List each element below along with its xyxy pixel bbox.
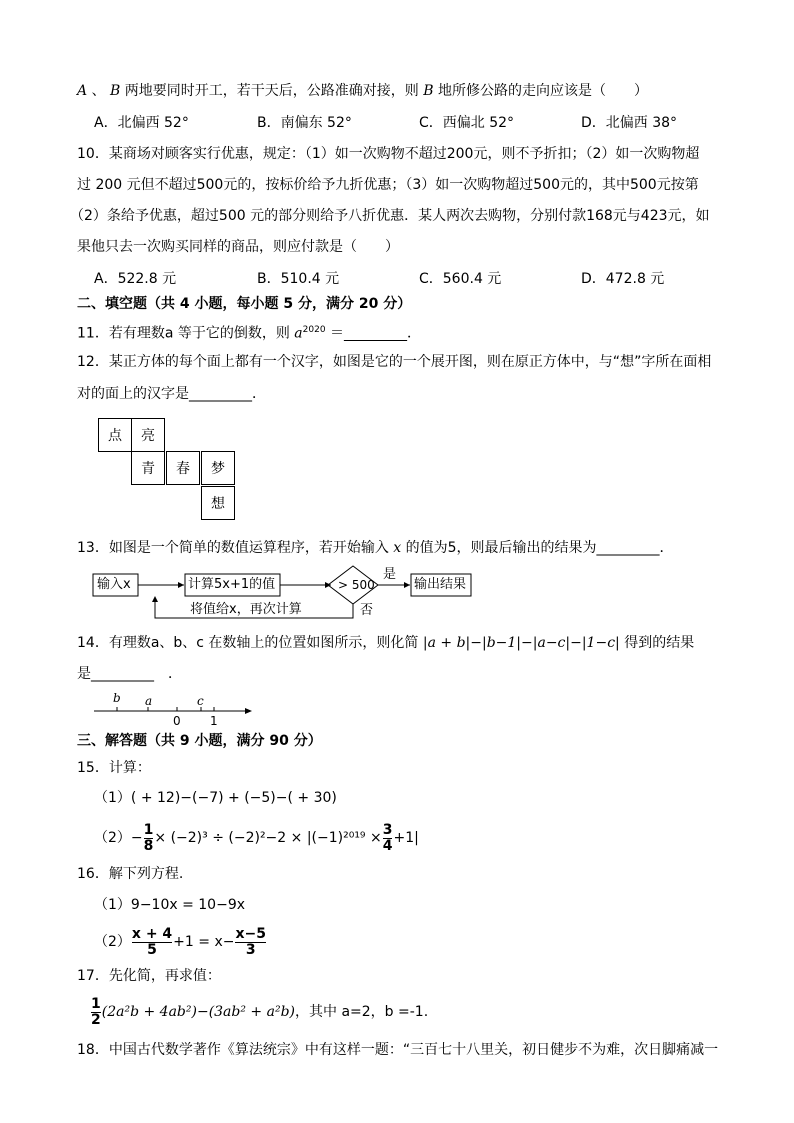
flow-condition-label: > 500 bbox=[338, 578, 375, 592]
q10-line-2: 过 200 元但不超过500元的，按标价给予九折优惠；（3）如一次购物超过500元的，其中500元按第 bbox=[77, 177, 699, 193]
denominator: 4 bbox=[382, 837, 393, 854]
denominator: 8 bbox=[143, 837, 154, 854]
q9-text-end: 地所修公路的走向应该是（ ） bbox=[437, 83, 648, 99]
q12-line-2: 对的面上的汉字是_________． bbox=[77, 386, 266, 402]
numerator: 1 bbox=[91, 995, 101, 1012]
net-cell: 梦 bbox=[201, 451, 235, 485]
denominator: 5 bbox=[147, 941, 157, 958]
separator: 、 bbox=[91, 83, 106, 99]
numerator: 1 bbox=[143, 821, 154, 838]
q14-line-2: 是_________ ． bbox=[77, 666, 182, 682]
point-b: B bbox=[110, 83, 121, 99]
q9-option-d[interactable]: D．北偏西 38° bbox=[581, 115, 678, 131]
q12-line-1: 12．某正方体的每个面上都有一个汉字，如图是它的一个展开图，则在原正方体中，与“想”字所在面相 bbox=[77, 354, 712, 370]
q14-line-1 bbox=[77, 633, 694, 653]
q10-line-1: 10．某商场对顾客实行优惠，规定：（1）如一次购物不超过200元，则不予折扣；（2）如一次购物超 bbox=[77, 146, 700, 162]
denominator: 2 bbox=[91, 1011, 101, 1028]
flow-compute-label: 计算5x+1的值 bbox=[188, 577, 276, 592]
q15-part-2 bbox=[94, 821, 419, 855]
q15-p2-mid: × (−2)³ ÷ (−2)²−2 × |(−1)²⁰¹⁹ × bbox=[154, 830, 382, 846]
q10-line-4: 果他只去一次购买同样的商品，则应付款是（ ） bbox=[77, 239, 399, 255]
q15-p2-end: +1| bbox=[393, 830, 419, 846]
flow-no-label: 否 bbox=[360, 603, 374, 618]
point-a: A bbox=[77, 83, 88, 99]
point-b: B bbox=[423, 83, 434, 99]
axis-label-a: a bbox=[145, 694, 153, 708]
q17-post: ，其中 a=2，b =-1. bbox=[295, 1004, 429, 1020]
q11 bbox=[77, 320, 421, 344]
axis-label-b: b bbox=[113, 691, 121, 705]
q16-part-2 bbox=[94, 925, 267, 959]
fraction bbox=[383, 823, 393, 854]
fraction bbox=[144, 823, 154, 854]
q10-option-c[interactable]: C．560.4 元 bbox=[419, 271, 502, 287]
q10-option-a[interactable]: A．522.8 元 bbox=[94, 271, 177, 287]
q14-expression: |a + b|−|b−1|−|a−c|−|1−c| bbox=[422, 635, 620, 651]
q9-option-b[interactable]: B．南偏东 52° bbox=[257, 115, 352, 131]
q11-base: a bbox=[294, 325, 303, 342]
fraction bbox=[235, 927, 266, 958]
q9-text: 两地要同时开工，若干天后，公路准确对接，则 bbox=[124, 83, 419, 99]
q11-exponent: 2020 bbox=[302, 325, 326, 335]
q13-text-end: 的值为5，则最后输出的结果为_________． bbox=[405, 540, 674, 556]
q11-text: 11．若有理数a 等于它的倒数，则 bbox=[77, 325, 290, 342]
q15-title: 15．计算： bbox=[77, 760, 151, 776]
q10-line-3: （2）条给予优惠，超过500 元的部分则给予八折优惠．某人两次去购物，分别付款168元与423元，如 bbox=[70, 208, 710, 224]
q16-title: 16．解下列方程. bbox=[77, 866, 184, 882]
flow-output-label: 输出结果 bbox=[414, 577, 467, 592]
q17-expression bbox=[90, 995, 428, 1029]
q10-option-d[interactable]: D．472.8 元 bbox=[581, 271, 665, 287]
q13-var: x bbox=[393, 540, 402, 556]
section-2-heading: 二、填空题（共 4 小题，每小题 5 分，满分 20 分） bbox=[77, 296, 412, 312]
q9-continuation bbox=[77, 81, 648, 101]
denominator: 3 bbox=[245, 941, 256, 958]
q13 bbox=[77, 538, 674, 558]
q10-option-b[interactable]: B．510.4 元 bbox=[257, 271, 340, 287]
q18-line-1: 18．中国古代数学著作《算法统宗》中有这样一题：“三百七十八里关，初日健步不为难，次日脚痛减一 bbox=[77, 1042, 719, 1058]
q9-option-a[interactable]: A．北偏西 52° bbox=[94, 115, 189, 131]
q15-p2-pre: （2）− bbox=[94, 830, 143, 846]
q15-part-1: （1）( + 12)−(−7) + (−5)−( + 30) bbox=[94, 790, 337, 806]
numerator: 3 bbox=[382, 821, 393, 838]
flow-loop-label: 将值给x，再次计算 bbox=[190, 602, 302, 617]
net-cell: 春 bbox=[166, 451, 200, 485]
numerator: x + 4 bbox=[131, 925, 173, 942]
numerator: x−5 bbox=[235, 925, 266, 942]
fraction bbox=[91, 997, 101, 1028]
net-cell: 点 bbox=[98, 418, 132, 452]
axis-label-c: c bbox=[197, 694, 204, 708]
net-cell: 想 bbox=[201, 486, 235, 520]
net-cell: 亮 bbox=[131, 418, 165, 452]
q16-p2-mid: +1 = x− bbox=[173, 934, 235, 950]
q9-option-c[interactable]: C．西偏北 52° bbox=[419, 115, 515, 131]
q14-text-end: 得到的结果 bbox=[624, 635, 695, 651]
q13-text: 13．如图是一个简单的数值运算程序，若开始输入 bbox=[77, 540, 389, 556]
q14-text: 14．有理数a、b、c 在数轴上的位置如图所示，则化简 bbox=[77, 635, 419, 651]
q17-expr: (2a²b + 4ab²)−(3ab² + a²b) bbox=[101, 1004, 295, 1020]
q16-p2-pre: （2） bbox=[94, 934, 131, 950]
axis-label-1: 1 bbox=[210, 714, 218, 728]
section-3-heading: 三、解答题（共 9 小题，满分 90 分） bbox=[77, 733, 322, 749]
fraction bbox=[132, 927, 172, 958]
q16-part-1: （1）9−10x = 10−9x bbox=[94, 897, 246, 913]
flow-input-label: 输入x bbox=[97, 577, 131, 592]
q17-title: 17．先化简，再求值： bbox=[77, 968, 221, 984]
flow-yes-label: 是 bbox=[383, 567, 397, 582]
q11-blank: ＝_________． bbox=[330, 325, 422, 342]
net-cell: 青 bbox=[131, 451, 165, 485]
axis-label-0: 0 bbox=[173, 714, 181, 728]
